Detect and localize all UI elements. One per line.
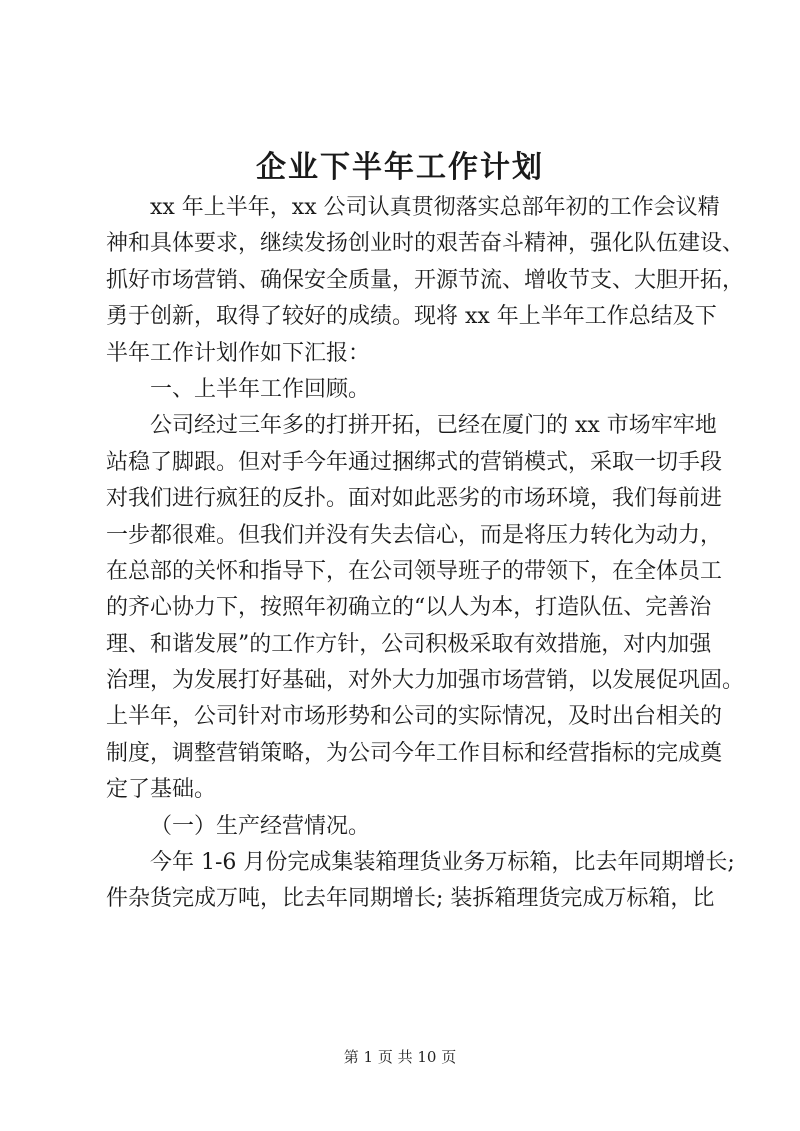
- paragraph-line: 勇于创新，取得了较好的成绩。现将 xx 年上半年工作总结及下: [106, 304, 717, 330]
- paragraph-line: 的齐心协力下，按照年初确立的“以人为本，打造队伍、完善治: [106, 595, 712, 621]
- paragraph-line: 理、和谐发展”的工作方针，公司积极采取有效措施，对内加强: [106, 631, 712, 657]
- document-title: 企业下半年工作计划: [256, 150, 544, 185]
- paragraph-line: 半年工作计划作如下汇报：: [106, 340, 371, 366]
- paragraph-line: 在总部的关怀和指导下，在公司领导班子的带领下，在全体员工: [106, 558, 723, 584]
- paragraph-line: 定了基础。: [106, 777, 217, 803]
- paragraph-line: 神和具体要求，继续发扬创业时的艰苦奋斗精神，强化队伍建设、: [106, 231, 745, 257]
- page-number-footer: 第 1 页 共 10 页: [343, 1048, 457, 1066]
- paragraph-line: 件杂货完成万吨，比去年同期增长; 装拆箱理货完成万标箱，比: [106, 886, 715, 912]
- paragraph-line: 今年 1-6 月份完成集装箱理货业务万标箱，比去年同期增长;: [150, 850, 735, 876]
- paragraph-line: 制度，调整营销策略，为公司今年工作目标和经营指标的完成奠: [106, 740, 723, 766]
- paragraph-line: 上半年，公司针对市场形势和公司的实际情况，及时出台相关的: [106, 704, 723, 730]
- paragraph-line: xx 年上半年，xx 公司认真贯彻落实总部年初的工作会议精: [150, 195, 720, 220]
- paragraph-line: 抓好市场营销、确保安全质量，开源节流、增收节支、大胆开拓，: [106, 267, 745, 293]
- subsection-heading: （一）生产经营情况。: [150, 813, 371, 839]
- paragraph-line: 公司经过三年多的打拼开拓，已经在厦门的 xx 市场牢牢地: [150, 413, 717, 439]
- document-body: [106, 190, 745, 918]
- paragraph-line: 站稳了脚跟。但对手今年通过捆绑式的营销模式，采取一切手段: [106, 449, 723, 475]
- paragraph-line: 一步都很难。但我们并没有失去信心，而是将压力转化为动力，: [106, 522, 723, 548]
- paragraph-line: 治理，为发展打好基础，对外大力加强市场营销，以发展促巩固。: [106, 668, 745, 694]
- section-heading: 一、上半年工作回顾。: [150, 376, 371, 402]
- paragraph-line: 对我们进行疯狂的反扑。面对如此恶劣的市场环境，我们每前进: [106, 486, 723, 512]
